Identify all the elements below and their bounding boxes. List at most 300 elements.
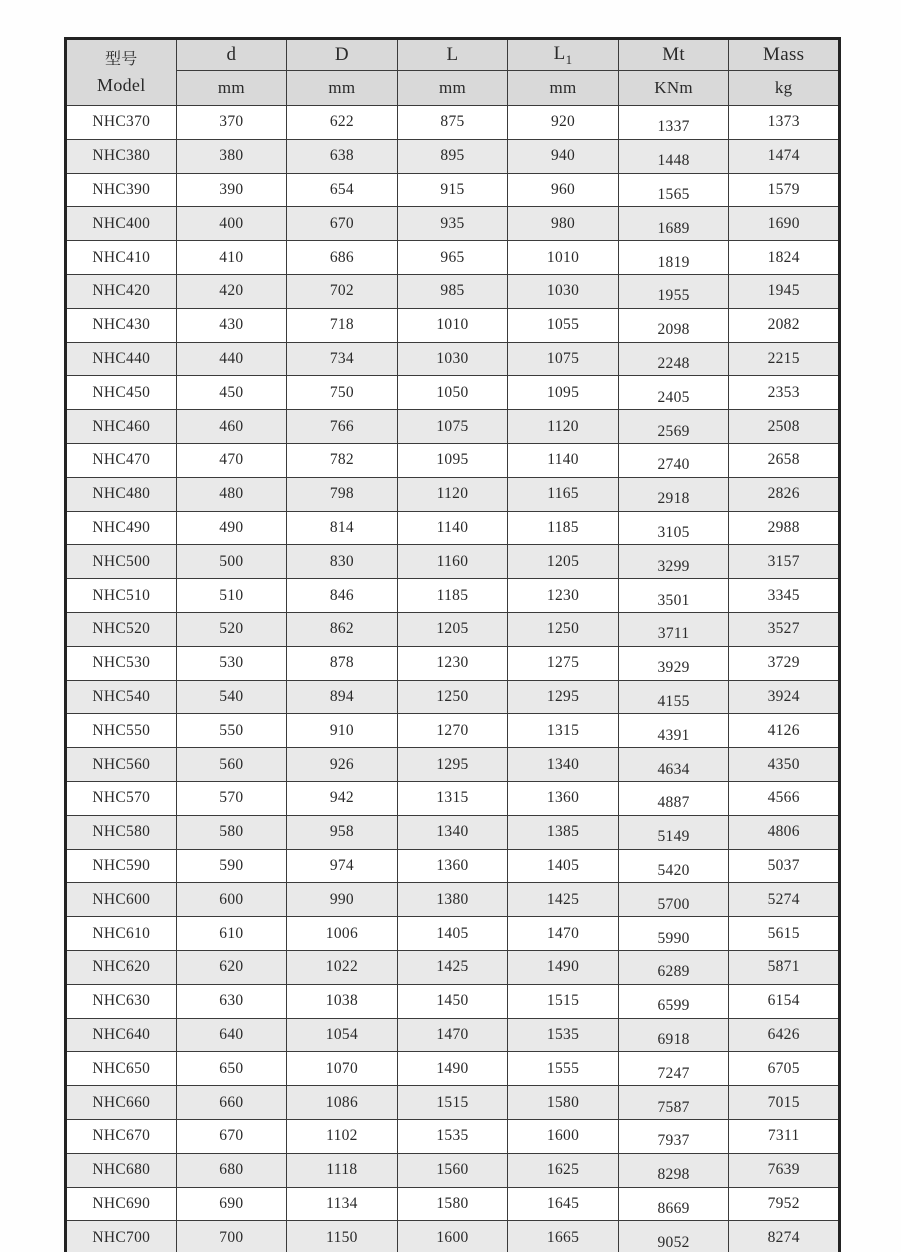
value-cell: 4806 [729, 815, 840, 849]
value-cell: 1250 [397, 680, 508, 714]
mt-value: 2918 [657, 490, 690, 508]
value-cell: 480 [176, 477, 287, 511]
mt-value: 1337 [657, 118, 690, 136]
value-cell: 878 [287, 646, 398, 680]
table-row [66, 1119, 840, 1153]
mt-value-cell [618, 680, 729, 714]
mt-value-cell [618, 612, 729, 646]
model-cell: NHC430 [66, 308, 177, 342]
value-cell: 798 [287, 477, 398, 511]
value-cell: 915 [397, 173, 508, 207]
mt-value: 3105 [657, 523, 690, 541]
value-cell: 910 [287, 714, 398, 748]
value-cell: 1405 [397, 917, 508, 951]
value-cell: 700 [176, 1221, 287, 1252]
mt-value: 3501 [657, 591, 690, 609]
value-cell: 2082 [729, 308, 840, 342]
mt-value-cell [618, 545, 729, 579]
value-cell: 960 [508, 173, 619, 207]
value-cell: 718 [287, 308, 398, 342]
value-cell: 1102 [287, 1119, 398, 1153]
value-cell: 1070 [287, 1052, 398, 1086]
model-cell: NHC380 [66, 139, 177, 173]
mt-value-cell [618, 815, 729, 849]
model-cell: NHC450 [66, 376, 177, 410]
value-cell: 814 [287, 511, 398, 545]
table-row [66, 545, 840, 579]
value-cell: 1425 [397, 950, 508, 984]
value-cell: 1340 [397, 815, 508, 849]
value-cell: 2988 [729, 511, 840, 545]
mt-value-cell [618, 849, 729, 883]
mt-value-cell [618, 106, 729, 140]
mt-value-cell [618, 241, 729, 275]
value-cell: 4126 [729, 714, 840, 748]
mt-value: 8298 [657, 1166, 690, 1184]
value-cell: 862 [287, 612, 398, 646]
value-cell: 1405 [508, 849, 619, 883]
value-cell: 750 [287, 376, 398, 410]
value-cell: 894 [287, 680, 398, 714]
col-unit-mt: KNm [618, 71, 729, 106]
table-row [66, 106, 840, 140]
mt-value: 4155 [657, 692, 690, 710]
model-cell: NHC420 [66, 274, 177, 308]
value-cell: 1075 [508, 342, 619, 376]
model-cell: NHC460 [66, 410, 177, 444]
value-cell: 1340 [508, 748, 619, 782]
value-cell: 6705 [729, 1052, 840, 1086]
col-header-mass: Mass [729, 39, 840, 71]
mt-value-cell [618, 1052, 729, 1086]
value-cell: 3157 [729, 545, 840, 579]
col-unit-mass: kg [729, 71, 840, 106]
value-cell: 895 [397, 139, 508, 173]
value-cell: 1055 [508, 308, 619, 342]
table-row [66, 511, 840, 545]
value-cell: 1425 [508, 883, 619, 917]
value-cell: 1515 [508, 984, 619, 1018]
mt-value: 2405 [657, 388, 690, 406]
value-cell: 370 [176, 106, 287, 140]
value-cell: 1095 [508, 376, 619, 410]
value-cell: 630 [176, 984, 287, 1018]
value-cell: 1625 [508, 1153, 619, 1187]
mt-value: 4391 [657, 726, 690, 744]
value-cell: 1205 [508, 545, 619, 579]
value-cell: 2658 [729, 443, 840, 477]
col-header-l: L [397, 39, 508, 71]
model-cell: NHC540 [66, 680, 177, 714]
table-row [66, 680, 840, 714]
mt-value: 1819 [657, 253, 690, 271]
table-row [66, 1153, 840, 1187]
value-cell: 570 [176, 781, 287, 815]
mt-value-cell [618, 511, 729, 545]
mt-value-cell [618, 139, 729, 173]
spec-table-body [66, 106, 840, 1252]
value-cell: 7015 [729, 1086, 840, 1120]
value-cell: 940 [508, 139, 619, 173]
mt-value: 5990 [657, 929, 690, 947]
value-cell: 5615 [729, 917, 840, 951]
value-cell: 670 [176, 1119, 287, 1153]
mt-value-cell [618, 714, 729, 748]
header-row-names [66, 39, 840, 71]
value-cell: 550 [176, 714, 287, 748]
value-cell: 990 [287, 883, 398, 917]
value-cell: 1120 [397, 477, 508, 511]
value-cell: 4350 [729, 748, 840, 782]
table-row [66, 748, 840, 782]
value-cell: 520 [176, 612, 287, 646]
model-cell: NHC640 [66, 1018, 177, 1052]
table-row [66, 410, 840, 444]
value-cell: 530 [176, 646, 287, 680]
model-cell: NHC390 [66, 173, 177, 207]
value-cell: 1006 [287, 917, 398, 951]
mt-value-cell [618, 950, 729, 984]
value-cell: 1600 [397, 1221, 508, 1252]
value-cell: 1600 [508, 1119, 619, 1153]
mt-value: 8669 [657, 1199, 690, 1217]
value-cell: 1580 [397, 1187, 508, 1221]
value-cell: 1120 [508, 410, 619, 444]
value-cell: 1360 [397, 849, 508, 883]
value-cell: 980 [508, 207, 619, 241]
value-cell: 1560 [397, 1153, 508, 1187]
value-cell: 580 [176, 815, 287, 849]
value-cell: 1490 [508, 950, 619, 984]
mt-value: 4887 [657, 794, 690, 812]
value-cell: 1230 [397, 646, 508, 680]
value-cell: 1075 [397, 410, 508, 444]
value-cell: 1038 [287, 984, 398, 1018]
value-cell: 1086 [287, 1086, 398, 1120]
model-cell: NHC490 [66, 511, 177, 545]
col-unit-d: mm [287, 71, 398, 106]
value-cell: 650 [176, 1052, 287, 1086]
mt-value-cell [618, 1018, 729, 1052]
value-cell: 974 [287, 849, 398, 883]
value-cell: 1535 [508, 1018, 619, 1052]
value-cell: 2353 [729, 376, 840, 410]
value-cell: 380 [176, 139, 287, 173]
mt-value-cell [618, 173, 729, 207]
mt-value: 4634 [657, 760, 690, 778]
value-cell: 654 [287, 173, 398, 207]
value-cell: 1470 [397, 1018, 508, 1052]
value-cell: 460 [176, 410, 287, 444]
mt-value-cell [618, 579, 729, 613]
value-cell: 540 [176, 680, 287, 714]
value-cell: 1645 [508, 1187, 619, 1221]
table-row [66, 376, 840, 410]
table-row [66, 1086, 840, 1120]
mt-value: 1448 [657, 152, 690, 170]
value-cell: 686 [287, 241, 398, 275]
value-cell: 846 [287, 579, 398, 613]
value-cell: 7639 [729, 1153, 840, 1187]
value-cell: 3527 [729, 612, 840, 646]
value-cell: 6154 [729, 984, 840, 1018]
value-cell: 600 [176, 883, 287, 917]
value-cell: 1373 [729, 106, 840, 140]
value-cell: 1450 [397, 984, 508, 1018]
value-cell: 1579 [729, 173, 840, 207]
value-cell: 920 [508, 106, 619, 140]
table-row [66, 815, 840, 849]
mt-value-cell [618, 883, 729, 917]
mt-value: 2740 [657, 456, 690, 474]
model-cell: NHC560 [66, 748, 177, 782]
value-cell: 640 [176, 1018, 287, 1052]
value-cell: 490 [176, 511, 287, 545]
value-cell: 1050 [397, 376, 508, 410]
value-cell: 926 [287, 748, 398, 782]
value-cell: 622 [287, 106, 398, 140]
table-row [66, 917, 840, 951]
col-header-d: d [176, 39, 287, 71]
mt-value: 3711 [657, 625, 690, 643]
mt-value-cell [618, 917, 729, 951]
value-cell: 1690 [729, 207, 840, 241]
value-cell: 1275 [508, 646, 619, 680]
value-cell: 1205 [397, 612, 508, 646]
value-cell: 1118 [287, 1153, 398, 1187]
value-cell: 1360 [508, 781, 619, 815]
value-cell: 1095 [397, 443, 508, 477]
value-cell: 560 [176, 748, 287, 782]
mt-value-cell [618, 1221, 729, 1252]
value-cell: 7311 [729, 1119, 840, 1153]
value-cell: 470 [176, 443, 287, 477]
mt-value: 7247 [657, 1064, 690, 1082]
value-cell: 2215 [729, 342, 840, 376]
value-cell: 500 [176, 545, 287, 579]
table-row [66, 342, 840, 376]
mt-value-cell [618, 376, 729, 410]
spec-table [64, 37, 841, 1252]
value-cell: 400 [176, 207, 287, 241]
value-cell: 3924 [729, 680, 840, 714]
header-row-units [66, 71, 840, 106]
table-row [66, 849, 840, 883]
mt-value: 1955 [657, 287, 690, 305]
value-cell: 610 [176, 917, 287, 951]
mt-value: 1565 [657, 185, 690, 203]
value-cell: 1470 [508, 917, 619, 951]
table-row [66, 1018, 840, 1052]
mt-value-cell [618, 1119, 729, 1153]
value-cell: 690 [176, 1187, 287, 1221]
value-cell: 5871 [729, 950, 840, 984]
value-cell: 1295 [508, 680, 619, 714]
value-cell: 1010 [508, 241, 619, 275]
mt-value-cell [618, 646, 729, 680]
model-cell: NHC620 [66, 950, 177, 984]
value-cell: 660 [176, 1086, 287, 1120]
value-cell: 5037 [729, 849, 840, 883]
value-cell: 1140 [397, 511, 508, 545]
value-cell: 766 [287, 410, 398, 444]
table-row [66, 308, 840, 342]
value-cell: 638 [287, 139, 398, 173]
value-cell: 1165 [508, 477, 619, 511]
model-cell: NHC470 [66, 443, 177, 477]
mt-value: 9052 [657, 1233, 690, 1251]
value-cell: 680 [176, 1153, 287, 1187]
model-cell: NHC700 [66, 1221, 177, 1252]
value-cell: 782 [287, 443, 398, 477]
value-cell: 1945 [729, 274, 840, 308]
table-row [66, 883, 840, 917]
value-cell: 985 [397, 274, 508, 308]
value-cell: 420 [176, 274, 287, 308]
table-row [66, 1187, 840, 1221]
value-cell: 1270 [397, 714, 508, 748]
value-cell: 5274 [729, 883, 840, 917]
model-cell: NHC500 [66, 545, 177, 579]
value-cell: 1474 [729, 139, 840, 173]
value-cell: 7952 [729, 1187, 840, 1221]
value-cell: 1134 [287, 1187, 398, 1221]
mt-value: 2098 [657, 321, 690, 339]
model-label-zh: 型号 [104, 48, 138, 68]
table-row [66, 984, 840, 1018]
model-cell: NHC650 [66, 1052, 177, 1086]
value-cell: 875 [397, 106, 508, 140]
value-cell: 1665 [508, 1221, 619, 1252]
model-header-cell [66, 39, 177, 106]
value-cell: 1490 [397, 1052, 508, 1086]
value-cell: 942 [287, 781, 398, 815]
value-cell: 510 [176, 579, 287, 613]
table-row [66, 207, 840, 241]
mt-value-cell [618, 207, 729, 241]
col-unit-l: mm [397, 71, 508, 106]
model-cell: NHC520 [66, 612, 177, 646]
mt-value-cell [618, 274, 729, 308]
model-cell: NHC510 [66, 579, 177, 613]
mt-value: 1689 [657, 219, 690, 237]
value-cell: 620 [176, 950, 287, 984]
mt-value: 5420 [657, 861, 690, 879]
value-cell: 734 [287, 342, 398, 376]
mt-value: 6599 [657, 997, 690, 1015]
table-row [66, 612, 840, 646]
value-cell: 1030 [397, 342, 508, 376]
col-header-mt: Mt [618, 39, 729, 71]
value-cell: 1515 [397, 1086, 508, 1120]
model-cell: NHC630 [66, 984, 177, 1018]
mt-value: 3929 [657, 659, 690, 677]
model-cell: NHC550 [66, 714, 177, 748]
table-row [66, 241, 840, 275]
value-cell: 8274 [729, 1221, 840, 1252]
col-header-l1: $L_1$ [508, 39, 619, 71]
value-cell: 590 [176, 849, 287, 883]
table-row [66, 139, 840, 173]
value-cell: 1824 [729, 241, 840, 275]
value-cell: 450 [176, 376, 287, 410]
mt-value: 7587 [657, 1098, 690, 1116]
value-cell: 3729 [729, 646, 840, 680]
value-cell: 830 [287, 545, 398, 579]
table-row [66, 477, 840, 511]
mt-value-cell [618, 443, 729, 477]
value-cell: 1250 [508, 612, 619, 646]
col-unit-d: mm [176, 71, 287, 106]
value-cell: 935 [397, 207, 508, 241]
model-cell: NHC660 [66, 1086, 177, 1120]
model-cell: NHC600 [66, 883, 177, 917]
value-cell: 958 [287, 815, 398, 849]
model-cell: NHC410 [66, 241, 177, 275]
value-cell: 1160 [397, 545, 508, 579]
value-cell: 4566 [729, 781, 840, 815]
value-cell: 2826 [729, 477, 840, 511]
mt-value: 6918 [657, 1030, 690, 1048]
model-cell: NHC480 [66, 477, 177, 511]
model-cell: NHC590 [66, 849, 177, 883]
value-cell: 1295 [397, 748, 508, 782]
value-cell: 1230 [508, 579, 619, 613]
table-row [66, 579, 840, 613]
model-cell: NHC680 [66, 1153, 177, 1187]
model-cell: NHC400 [66, 207, 177, 241]
mt-value: 3299 [657, 557, 690, 575]
model-label-en: Model [97, 74, 146, 95]
model-cell: NHC610 [66, 917, 177, 951]
model-cell: NHC580 [66, 815, 177, 849]
model-cell: NHC370 [66, 106, 177, 140]
mt-value-cell [618, 1187, 729, 1221]
mt-value-cell [618, 342, 729, 376]
value-cell: 702 [287, 274, 398, 308]
mt-value: 7937 [657, 1132, 690, 1150]
mt-value-cell [618, 984, 729, 1018]
value-cell: 440 [176, 342, 287, 376]
table-row [66, 781, 840, 815]
table-row [66, 1052, 840, 1086]
mt-value-cell [618, 477, 729, 511]
value-cell: 1385 [508, 815, 619, 849]
mt-value-cell [618, 308, 729, 342]
value-cell: 3345 [729, 579, 840, 613]
mt-value: 5700 [657, 895, 690, 913]
mt-value-cell [618, 410, 729, 444]
mt-value-cell [618, 781, 729, 815]
mt-value-cell [618, 748, 729, 782]
table-row [66, 1221, 840, 1252]
table-row [66, 443, 840, 477]
value-cell: 1580 [508, 1086, 619, 1120]
model-cell: NHC440 [66, 342, 177, 376]
value-cell: 1054 [287, 1018, 398, 1052]
table-row [66, 950, 840, 984]
col-header-d: D [287, 39, 398, 71]
value-cell: 1022 [287, 950, 398, 984]
value-cell: 6426 [729, 1018, 840, 1052]
model-cell: NHC570 [66, 781, 177, 815]
table-row [66, 646, 840, 680]
value-cell: 1030 [508, 274, 619, 308]
value-cell: 1315 [397, 781, 508, 815]
value-cell: 1150 [287, 1221, 398, 1252]
value-cell: 670 [287, 207, 398, 241]
value-cell: 430 [176, 308, 287, 342]
